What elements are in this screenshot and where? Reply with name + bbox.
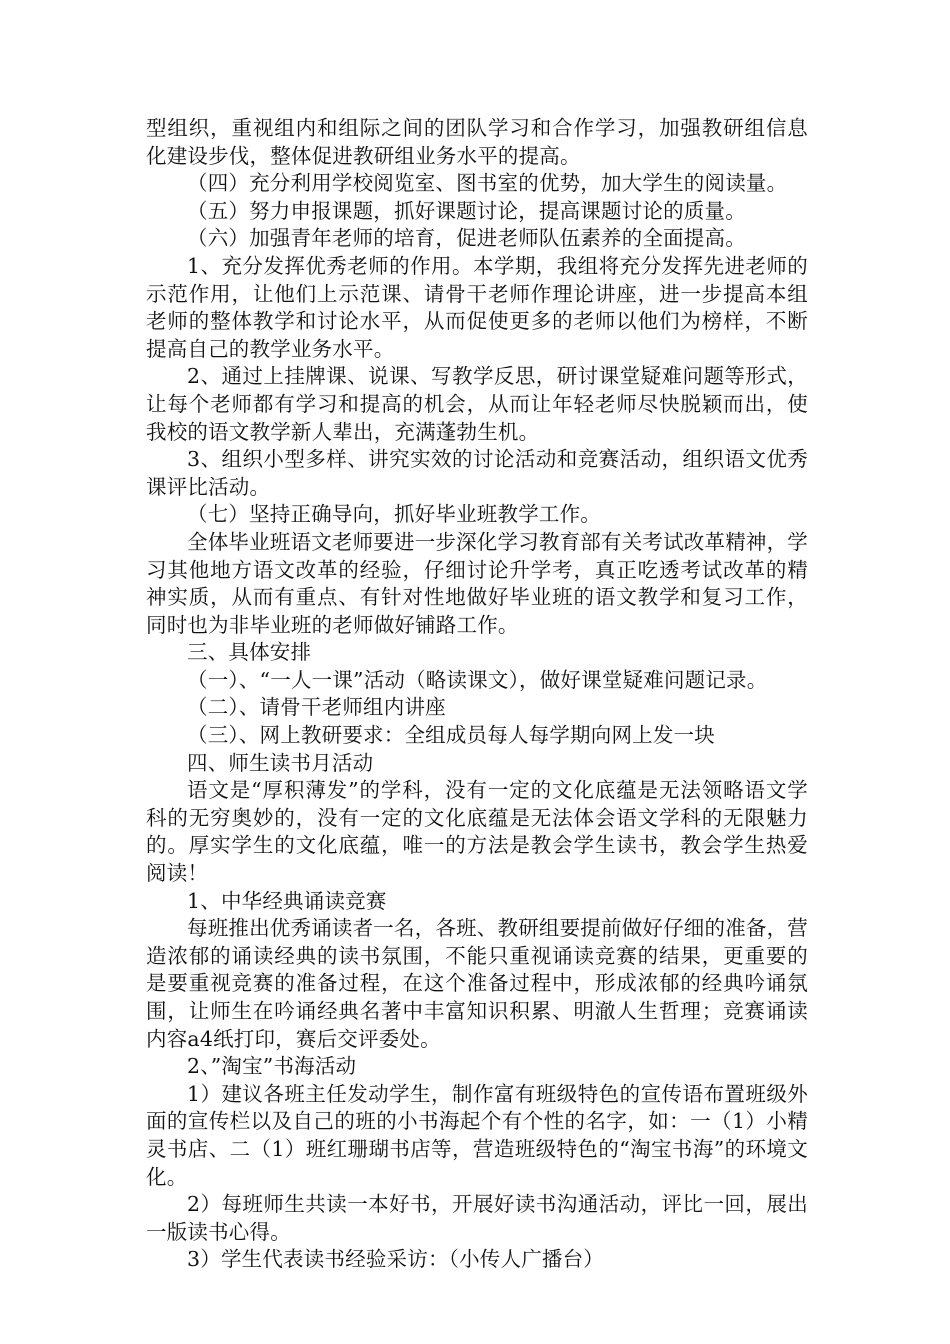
paragraph-schedule-3: （三）、网上教研要求：全组成员每人每学期向网上发一块 (187, 723, 715, 748)
paragraph-book-sea-1: 1）建议各班主任发动学生，制作富有班级特色的宣传语布置班级外面的宣传栏以及自己的班的小书海起个有个性的名字，如：一（1）小精灵书店、二（1）班红珊瑚书店等，营造班级特色的“淘宝书海”的环境文化。 (146, 1081, 808, 1189)
subheading-recitation-contest: 1、中华经典诵读竞赛 (187, 888, 387, 913)
paragraph-item-6-3: 3、组织小型多样、讲究实效的讨论活动和竞赛活动，组织语文优秀课评比活动。 (146, 447, 808, 499)
paragraph-schedule-2: （二）、请骨干老师组内讲座 (187, 695, 446, 720)
paragraph-item-4: （四）充分利用学校阅览室、图书室的优势，加大学生的阅读量。 (187, 171, 788, 196)
subheading-book-sea: 2、”淘宝”书海活动 (187, 1054, 357, 1079)
paragraph-reading-intro: 语文是“厚积薄发”的学科，没有一定的文化底蕴是无法领略语文学科的无穷奥妙的，没有一定的文化底蕴是无法体会语文学科的无限魅力的。厚实学生的文化底蕴，唯一的方法是教会学生读书，教会学生热爱阅读！ (146, 778, 808, 886)
paragraph-schedule-1: （一）、“一人一课”活动（略读课文），做好课堂疑难问题记录。 (187, 667, 768, 692)
document-body (146, 115, 808, 1274)
paragraph-item-7: （七）坚持正确导向，抓好毕业班教学工作。 (187, 502, 601, 527)
paragraph-intro-continuation: 型组织，重视组内和组际之间的团队学习和合作学习，加强教研组信息化建设步伐，整体促进教研组业务水平的提高。 (146, 116, 808, 168)
paragraph-item-6-2: 2、通过上挂牌课、说课、写教学反思，研讨课堂疑难问题等形式，让每个老师都有学习和提高的机会，从而让年轻老师尽快脱颖而出，使我校的语文教学新人辈出，充满蓬勃生机。 (146, 364, 808, 444)
paragraph-item-6-1: 1、充分发挥优秀老师的作用。本学期，我组将充分发挥先进老师的示范作用，让他们上示范课、请骨干老师作理论讲座，进一步提高本组老师的整体教学和讨论水平，从而促使更多的老师以他们为榜样，不断提高自己的教学业务水平。 (146, 253, 808, 361)
paragraph-book-sea-2: 2）每班师生共读一本好书，开展好读书沟通活动，评比一回，展出一版读书心得。 (146, 1192, 808, 1244)
paragraph-recitation-contest: 每班推出优秀诵读者一名，各班、教研组要提前做好仔细的准备，营造浓郁的诵读经典的读书氛围，不能只重视诵读竞赛的结果，更重要的是要重视竞赛的准备过程，在这个准备过程中，形成浓郁的经典吟诵氛围，让师生在吟诵经典名著中丰富知识积累、明澈人生哲理；竞赛诵读内容a4纸打印，赛后交评委处。 (146, 916, 808, 1051)
paragraph-item-5: （五）努力申报课题，抓好课题讨论，提高课题讨论的质量。 (187, 198, 746, 223)
paragraph-book-sea-3: 3）学生代表读书经验采访：（小传人广播台） (187, 1247, 604, 1272)
paragraph-item-6: （六）加强青年老师的培育，促进老师队伍素养的全面提高。 (187, 226, 746, 251)
section-heading-3: 三、具体安排 (187, 640, 312, 665)
paragraph-item-7-body: 全体毕业班语文老师要进一步深化学习教育部有关考试改革精神，学习其他地方语文改革的经验，仔细讨论升学考，真正吃透考试改革的精神实质，从而有重点、有针对性地做好毕业班的语文教学和复习工作，同时也为非毕业班的老师做好铺路工作。 (146, 529, 808, 637)
section-heading-4: 四、师生读书月活动 (187, 750, 374, 775)
